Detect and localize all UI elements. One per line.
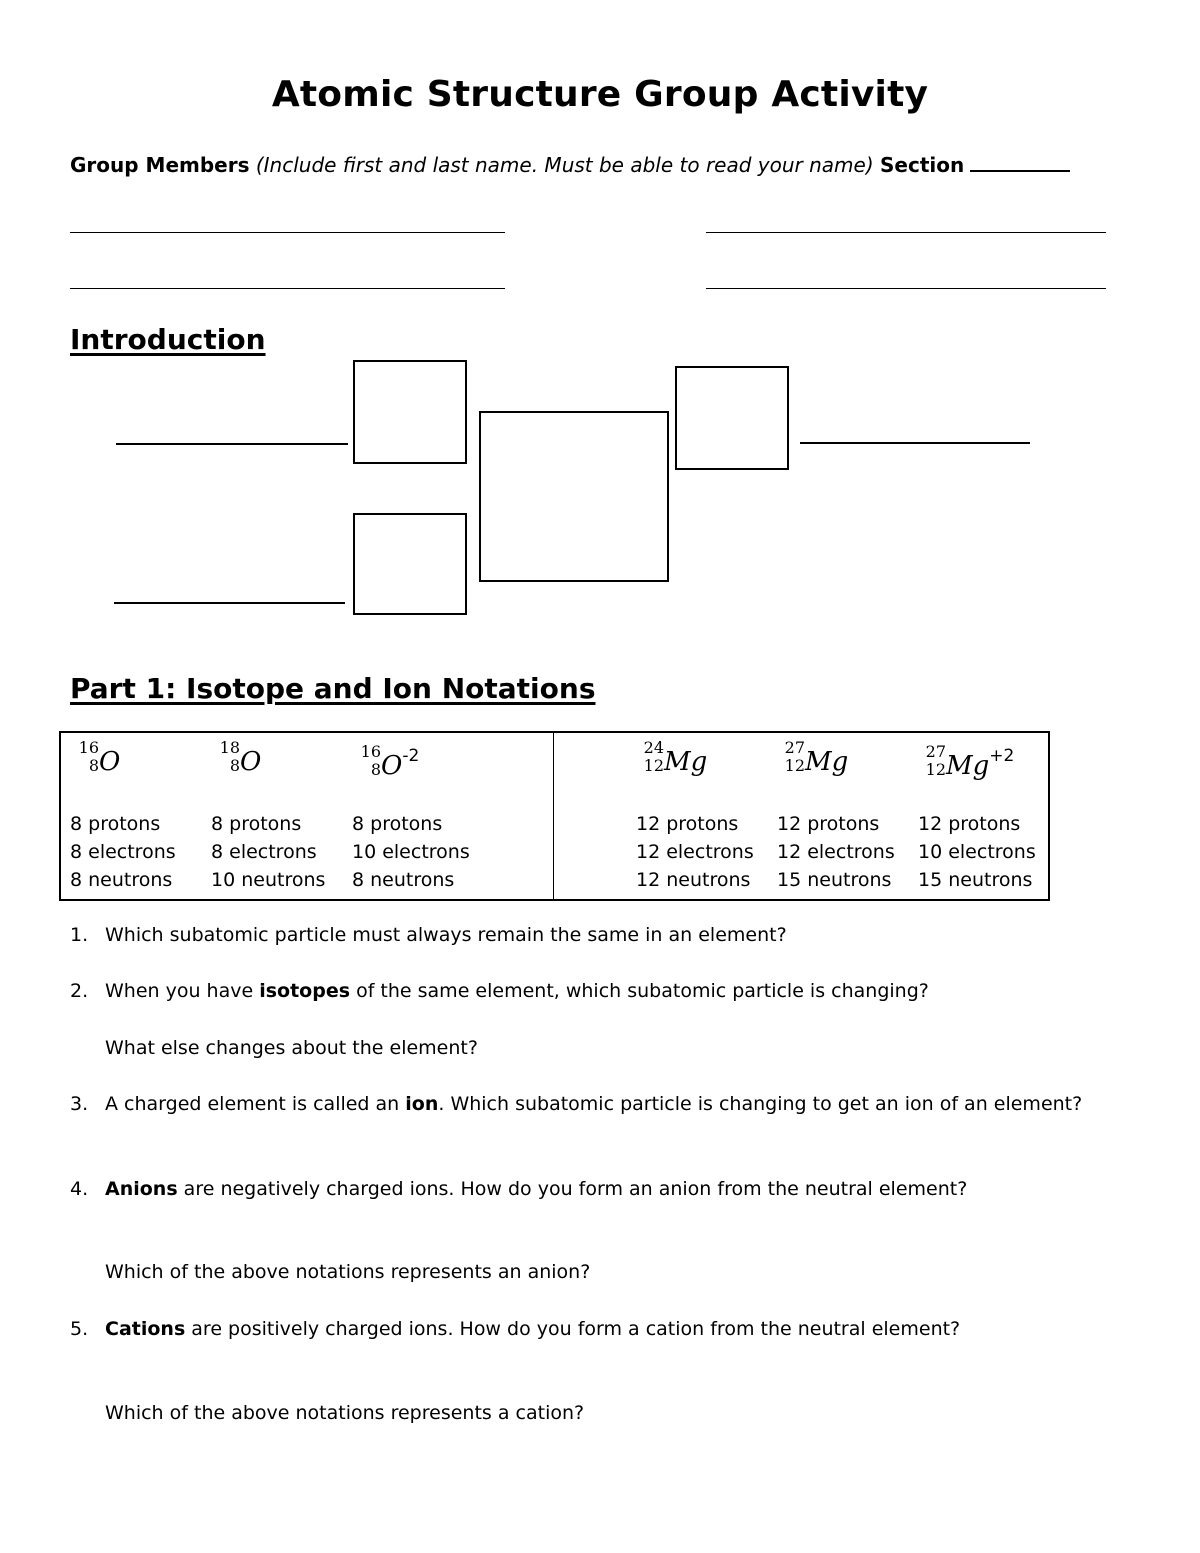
- counts-o16-ion: [352, 810, 470, 894]
- mass-number: 24: [643, 738, 664, 757]
- notation-o18: [214, 738, 262, 778]
- neutrons-count: 15 neutrons: [918, 869, 1033, 891]
- question-2-followup: What else changes about the element?: [105, 1037, 478, 1059]
- element-symbol: Mg: [946, 751, 990, 781]
- question-text: Anions are negatively charged ions. How do you form an anion from the neutral element?: [105, 1178, 968, 1200]
- name-blank-1[interactable]: [70, 232, 505, 233]
- electrons-count: 8 electrons: [211, 841, 317, 863]
- section-label: Section: [880, 153, 965, 177]
- atomic-number: 12: [925, 760, 946, 779]
- mass-number: 18: [219, 738, 240, 757]
- counts-mg27: [777, 810, 895, 894]
- notation-o16-ion: [355, 742, 420, 782]
- electrons-count: 12 electrons: [636, 841, 754, 863]
- question-text: Cations are positively charged ions. How do you form a cation from the neutral element?: [105, 1318, 961, 1340]
- neutrons-count: 8 neutrons: [352, 869, 455, 891]
- intro-box-right-small[interactable]: [675, 366, 789, 470]
- counts-o18: [211, 810, 325, 894]
- counts-o16: [70, 810, 176, 894]
- counts-mg24: [636, 810, 754, 894]
- intro-box-top-small[interactable]: [353, 360, 467, 464]
- group-members-label: Group Members: [70, 153, 250, 177]
- protons-count: 12 protons: [918, 813, 1021, 835]
- notation-o16: [73, 738, 121, 778]
- electrons-count: 10 electrons: [918, 841, 1036, 863]
- notation-table-divider: [553, 733, 554, 899]
- question-5-followup: Which of the above notations represents a cation?: [105, 1402, 585, 1424]
- notation-mg27-ion: [918, 742, 1015, 782]
- electrons-count: 10 electrons: [352, 841, 470, 863]
- mass-number: 16: [360, 742, 381, 761]
- notation-mg27: [777, 738, 849, 778]
- protons-count: 12 protons: [636, 813, 739, 835]
- atomic-number: 8: [229, 756, 240, 775]
- notation-mg24: [636, 738, 708, 778]
- atomic-number: 12: [643, 756, 664, 775]
- question-4-followup: Which of the above notations represents an anion?: [105, 1261, 591, 1283]
- name-blank-3[interactable]: [70, 288, 505, 289]
- section-blank[interactable]: [970, 152, 1070, 172]
- question-text: When you have isotopes of the same element, which subatomic particle is changing?: [105, 980, 929, 1002]
- part1-heading: Part 1: Isotope and Ion Notations: [70, 672, 596, 705]
- question-number: 4.: [70, 1178, 89, 1200]
- neutrons-count: 10 neutrons: [211, 869, 326, 891]
- intro-blank-top-right[interactable]: [800, 442, 1030, 444]
- name-blank-2[interactable]: [706, 232, 1106, 233]
- group-members-instructions: (Include first and last name. Must be able to read your name): [255, 153, 874, 177]
- intro-blank-top-left[interactable]: [116, 443, 348, 445]
- protons-count: 8 protons: [70, 813, 161, 835]
- name-blank-4[interactable]: [706, 288, 1106, 289]
- ion-charge: +2: [989, 746, 1015, 766]
- intro-box-bottom-small[interactable]: [353, 513, 467, 615]
- atomic-number: 8: [370, 760, 381, 779]
- neutrons-count: 15 neutrons: [777, 869, 892, 891]
- question-number: 2.: [70, 980, 89, 1002]
- neutrons-count: 12 neutrons: [636, 869, 751, 891]
- question-number: 3.: [70, 1093, 89, 1115]
- atomic-number: 12: [784, 756, 805, 775]
- protons-count: 8 protons: [352, 813, 443, 835]
- element-symbol: O: [99, 747, 121, 777]
- page-title: Atomic Structure Group Activity: [271, 74, 929, 115]
- notation-table: [59, 731, 1050, 901]
- element-symbol: O: [240, 747, 262, 777]
- question-text: A charged element is called an ion. Which subatomic particle is changing to get an ion of an element?: [105, 1093, 1083, 1115]
- introduction-heading: Introduction: [70, 323, 266, 356]
- question-number: 5.: [70, 1318, 89, 1340]
- mass-number: 16: [78, 738, 99, 757]
- question-text: Which subatomic particle must always remain the same in an element?: [105, 924, 787, 946]
- question-number: 1.: [70, 924, 89, 946]
- mass-number: 27: [784, 738, 805, 757]
- ion-charge: -2: [402, 746, 420, 766]
- element-symbol: O: [381, 751, 403, 781]
- intro-blank-bottom-left[interactable]: [114, 602, 345, 604]
- group-members-line: [70, 152, 1070, 177]
- electrons-count: 12 electrons: [777, 841, 895, 863]
- atomic-number: 8: [88, 756, 99, 775]
- protons-count: 12 protons: [777, 813, 880, 835]
- counts-mg27-ion: [918, 810, 1036, 894]
- intro-box-center-large[interactable]: [479, 411, 669, 582]
- protons-count: 8 protons: [211, 813, 302, 835]
- mass-number: 27: [925, 742, 946, 761]
- neutrons-count: 8 neutrons: [70, 869, 173, 891]
- electrons-count: 8 electrons: [70, 841, 176, 863]
- element-symbol: Mg: [664, 747, 708, 777]
- element-symbol: Mg: [805, 747, 849, 777]
